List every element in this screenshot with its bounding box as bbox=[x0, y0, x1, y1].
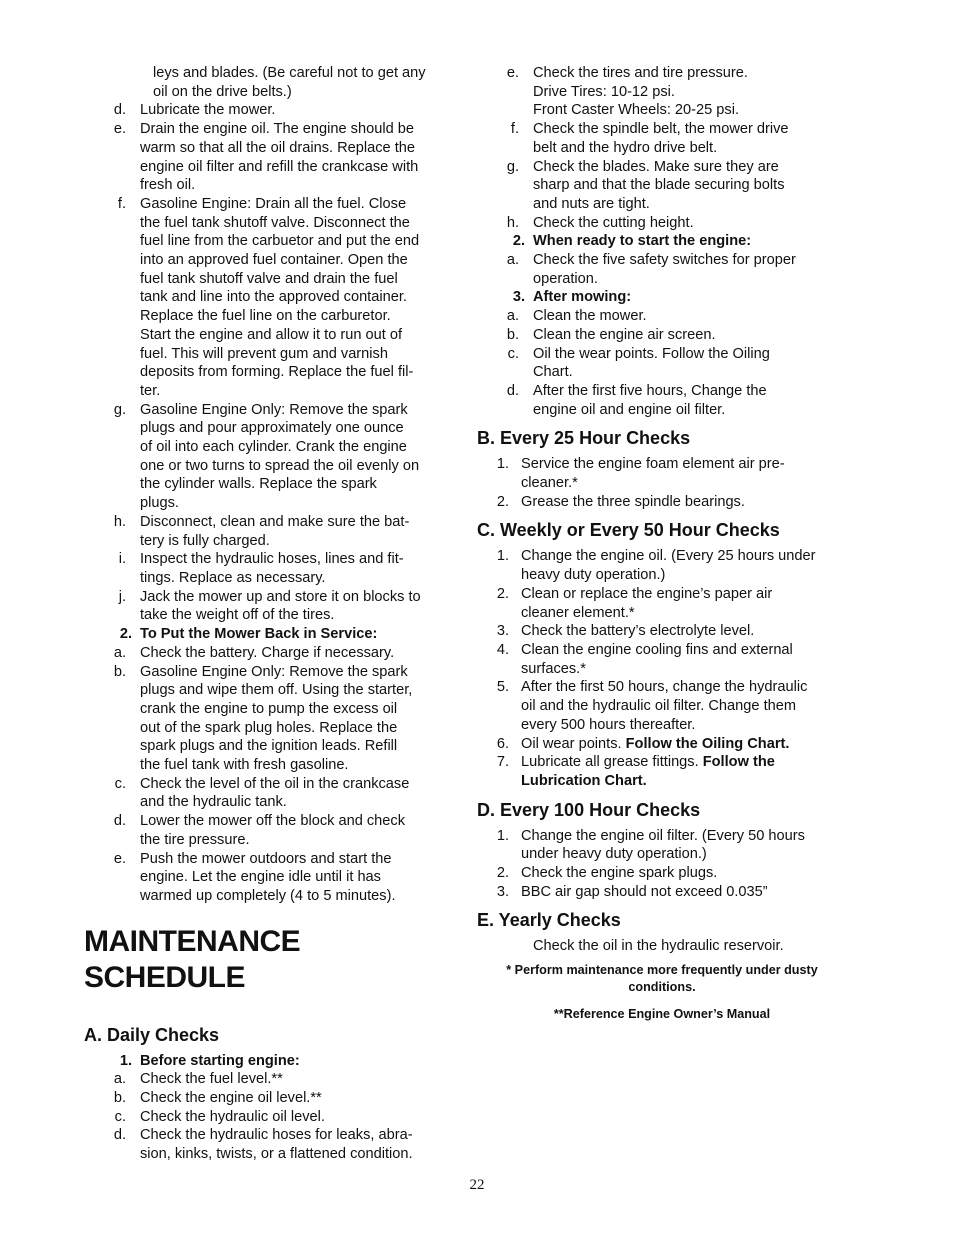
list-item bbox=[477, 827, 847, 864]
item-marker: h. bbox=[506, 214, 519, 231]
list-item bbox=[477, 158, 847, 214]
item-marker: 1. bbox=[496, 456, 509, 473]
item-text: Service the engine foam element air pre- cleaner.* bbox=[521, 456, 785, 492]
list-item bbox=[84, 1108, 452, 1127]
item-marker: j. bbox=[118, 588, 126, 605]
list-item bbox=[84, 1089, 452, 1108]
item-marker: d. bbox=[113, 1127, 126, 1144]
item-marker: h. bbox=[113, 513, 126, 530]
before-starting-list bbox=[84, 1070, 452, 1164]
item-marker: c. bbox=[114, 775, 126, 792]
item-marker: c. bbox=[507, 345, 519, 362]
item-text: Disconnect, clean and make sure the bat- tery is fully charged. bbox=[140, 513, 410, 549]
list-item bbox=[477, 251, 847, 288]
item-marker: f. bbox=[510, 121, 519, 138]
item-marker: d. bbox=[506, 382, 519, 399]
item-marker: i. bbox=[118, 551, 126, 568]
list-item bbox=[477, 307, 847, 326]
daily-continued-list bbox=[477, 64, 847, 232]
item-text: Gasoline Engine Only: Remove the spark plugs and pour approximately one ounce of oil into each cylinder. Crank the engine one or two turns to spread the oil evenly on the cylinder walls. Replace the spark plugs. bbox=[140, 401, 420, 512]
item-text: Check the tires and tire pressure. Drive Tires: 10-12 psi. Front Caster Wheels: 20-25 psi. bbox=[533, 65, 748, 119]
item-text: Grease the three spindle bearings. bbox=[521, 493, 745, 510]
item-marker: e. bbox=[506, 65, 519, 81]
list-item bbox=[477, 622, 847, 641]
list-item bbox=[84, 195, 452, 401]
service-subheading: 2. To Put the Mower Back in Service: bbox=[119, 626, 378, 643]
item-text: Check the blades. Make sure they are sharp and that the blade securing bolts and nuts are tight. bbox=[533, 158, 785, 212]
item-marker: a. bbox=[506, 308, 519, 325]
list-item bbox=[84, 1070, 452, 1089]
item-text: Check the hydraulic oil level. bbox=[140, 1108, 325, 1125]
item-text: Check the cutting height. bbox=[533, 214, 694, 231]
list-item bbox=[84, 101, 452, 120]
item-text: After the first 50 hours, change the hydraulic oil and the hydraulic oil filter. Change them every 500 hours thereafter. bbox=[521, 679, 808, 733]
item-marker: f. bbox=[117, 195, 126, 212]
25-hour-list bbox=[477, 455, 847, 511]
list-item bbox=[477, 214, 847, 233]
list-item bbox=[477, 641, 847, 678]
item-marker: e. bbox=[113, 121, 126, 138]
item-marker: 2. bbox=[496, 493, 509, 510]
item-text: Clean or replace the engine’s paper air cleaner element.* bbox=[521, 585, 773, 621]
item-text: Check the five safety switches for proper operation. bbox=[533, 252, 796, 287]
list-item bbox=[84, 513, 452, 550]
item-marker: 3. bbox=[496, 883, 509, 900]
ready-list bbox=[477, 251, 847, 288]
item-text: Inspect the hydraulic hoses, lines and fit- tings. Replace as necessary. bbox=[140, 551, 404, 586]
item-text: Lubricate the mower. bbox=[140, 102, 276, 119]
list-item bbox=[84, 663, 452, 775]
list-item bbox=[84, 775, 452, 812]
list-item: 7. Lubricate all grease fittings. Follow the Lubrication Chart. bbox=[496, 754, 775, 789]
left-column bbox=[84, 64, 452, 1164]
item-marker: 4. bbox=[496, 641, 509, 658]
before-starting-subheading: 1. Before starting engine: bbox=[119, 1052, 300, 1069]
item-marker: b. bbox=[113, 663, 126, 680]
storage-item-c-continued: leys and blades. (Be careful not to get any oil on the drive belts.) bbox=[153, 65, 426, 100]
item-marker: 2. bbox=[496, 585, 509, 602]
list-item bbox=[477, 382, 847, 419]
item-text: Check the battery. Charge if necessary. bbox=[140, 644, 395, 661]
item-text: Change the engine oil. (Every 25 hours under heavy duty operation.) bbox=[521, 548, 816, 584]
item-marker: 3. bbox=[496, 623, 509, 640]
engine-manual-note: **Reference Engine Owner’s Manual bbox=[553, 1007, 771, 1022]
item-marker: 5. bbox=[496, 679, 509, 696]
list-item bbox=[477, 493, 847, 512]
section-heading-daily: A. Daily Checks bbox=[84, 1024, 220, 1045]
item-text: Clean the engine air screen. bbox=[533, 326, 716, 343]
item-text: Check the engine spark plugs. bbox=[521, 865, 718, 882]
item-marker: b. bbox=[113, 1090, 126, 1107]
list-item bbox=[84, 644, 452, 663]
item-text: Check the level of the oil in the crankcase and the hydraulic tank. bbox=[140, 775, 410, 811]
list-item bbox=[84, 120, 452, 195]
list-item bbox=[477, 585, 847, 622]
list-item bbox=[84, 401, 452, 513]
item-marker: 1. bbox=[496, 548, 509, 565]
100-hour-list bbox=[477, 827, 847, 902]
list-item bbox=[477, 864, 847, 883]
item-text: Check the hydraulic hoses for leaks, abra- sion, kinks, twists, or a flattened condition. bbox=[140, 1127, 413, 1163]
item-marker: b. bbox=[506, 326, 519, 343]
item-text: Check the engine oil level.** bbox=[140, 1090, 322, 1107]
list-item bbox=[477, 326, 847, 345]
section-heading-yearly: E. Yearly Checks bbox=[477, 910, 621, 931]
item-text: Check the battery’s electrolyte level. bbox=[521, 623, 755, 640]
item-marker: d. bbox=[113, 102, 126, 119]
item-marker: a. bbox=[113, 1071, 126, 1088]
item-marker: d. bbox=[113, 813, 126, 830]
list-item bbox=[477, 345, 847, 382]
50-hour-list bbox=[477, 547, 847, 734]
item-marker: g. bbox=[113, 401, 126, 418]
item-text: Jack the mower up and store it on blocks to take the weight off of the tires. bbox=[140, 588, 421, 624]
item-marker: c. bbox=[114, 1108, 126, 1125]
item-text: Check the spindle belt, the mower drive belt and the hydro drive belt. bbox=[533, 121, 789, 156]
list-item bbox=[84, 850, 452, 906]
item-text: Oil the wear points. Follow the Oiling Chart. bbox=[533, 345, 770, 381]
list-item bbox=[477, 678, 847, 734]
after-mowing-list bbox=[477, 307, 847, 419]
page-title: MAINTENANCE SCHEDULE bbox=[84, 924, 301, 994]
list-item bbox=[477, 547, 847, 584]
item-text: Change the engine oil filter. (Every 50 hours under heavy duty operation.) bbox=[521, 827, 805, 863]
list-item bbox=[477, 120, 847, 157]
item-text: Gasoline Engine Only: Remove the spark plugs and wipe them off. Using the starter, crank the engine to pump the excess oil out of the spark plug holes. Replace the spark plugs and the ignition leads. Refill the fuel tank with fresh gasoline. bbox=[140, 663, 413, 774]
ready-subheading: 2. When ready to start the engine: bbox=[512, 233, 752, 250]
section-heading-25-hour: B. Every 25 Hour Checks bbox=[477, 428, 691, 449]
list-item bbox=[477, 883, 847, 902]
item-text: Drain the engine oil. The engine should be warm so that all the oil drains. Replace the engine oil filter and refill the crankcase with fresh oil. bbox=[140, 121, 419, 194]
list-item bbox=[477, 455, 847, 492]
list-item bbox=[84, 812, 452, 849]
dusty-conditions-note: * Perform maintenance more frequently under dusty conditions. bbox=[506, 963, 818, 995]
item-text: Check the fuel level.** bbox=[140, 1071, 283, 1088]
section-heading-100-hour: D. Every 100 Hour Checks bbox=[477, 799, 701, 820]
item-marker: g. bbox=[506, 158, 519, 175]
item-text: Push the mower outdoors and start the engine. Let the engine idle until it has warmed up completely (4 to 5 minutes). bbox=[140, 850, 396, 904]
item-text: Clean the engine cooling fins and external surfaces.* bbox=[521, 641, 793, 677]
right-column bbox=[477, 64, 847, 1023]
item-marker: e. bbox=[113, 850, 126, 867]
item-marker: 1. bbox=[496, 827, 509, 844]
item-marker: 2. bbox=[496, 865, 509, 882]
list-item bbox=[477, 64, 847, 120]
list-item bbox=[84, 588, 452, 625]
after-mowing-subheading: 3. After mowing: bbox=[512, 289, 632, 306]
yearly-check-text: Check the oil in the hydraulic reservoir. bbox=[533, 938, 784, 955]
list-item bbox=[84, 550, 452, 587]
page-number: 22 bbox=[469, 1177, 485, 1193]
service-steps-list bbox=[84, 644, 452, 906]
item-marker: a. bbox=[506, 252, 519, 269]
list-item bbox=[84, 1126, 452, 1163]
storage-steps-list bbox=[84, 101, 452, 625]
item-marker: a. bbox=[113, 644, 126, 661]
list-item: 6. Oil wear points. Follow the Oiling Chart. bbox=[496, 735, 790, 752]
item-text: After the first five hours, Change the engine oil and engine oil filter. bbox=[533, 382, 767, 418]
item-text: Lower the mower off the block and check the tire pressure. bbox=[140, 813, 405, 848]
item-text: Gasoline Engine: Drain all the fuel. Close the fuel tank shutoff valve. Disconnect the fuel line from the carbuetor and put the end into an approved fuel container. Open the fuel tank shutoff valve and drain the fuel tank and line into the approved container. Replace the fuel line on the carburetor. Start the engine and allow it to run out of fuel. This will prevent gum and varnish deposits from forming. Replace the fuel fil- ter. bbox=[140, 195, 420, 399]
section-heading-50-hour: C. Weekly or Every 50 Hour Checks bbox=[477, 520, 780, 541]
item-text: BBC air gap should not exceed 0.035” bbox=[521, 883, 768, 900]
item-text: Clean the mower. bbox=[533, 308, 647, 325]
